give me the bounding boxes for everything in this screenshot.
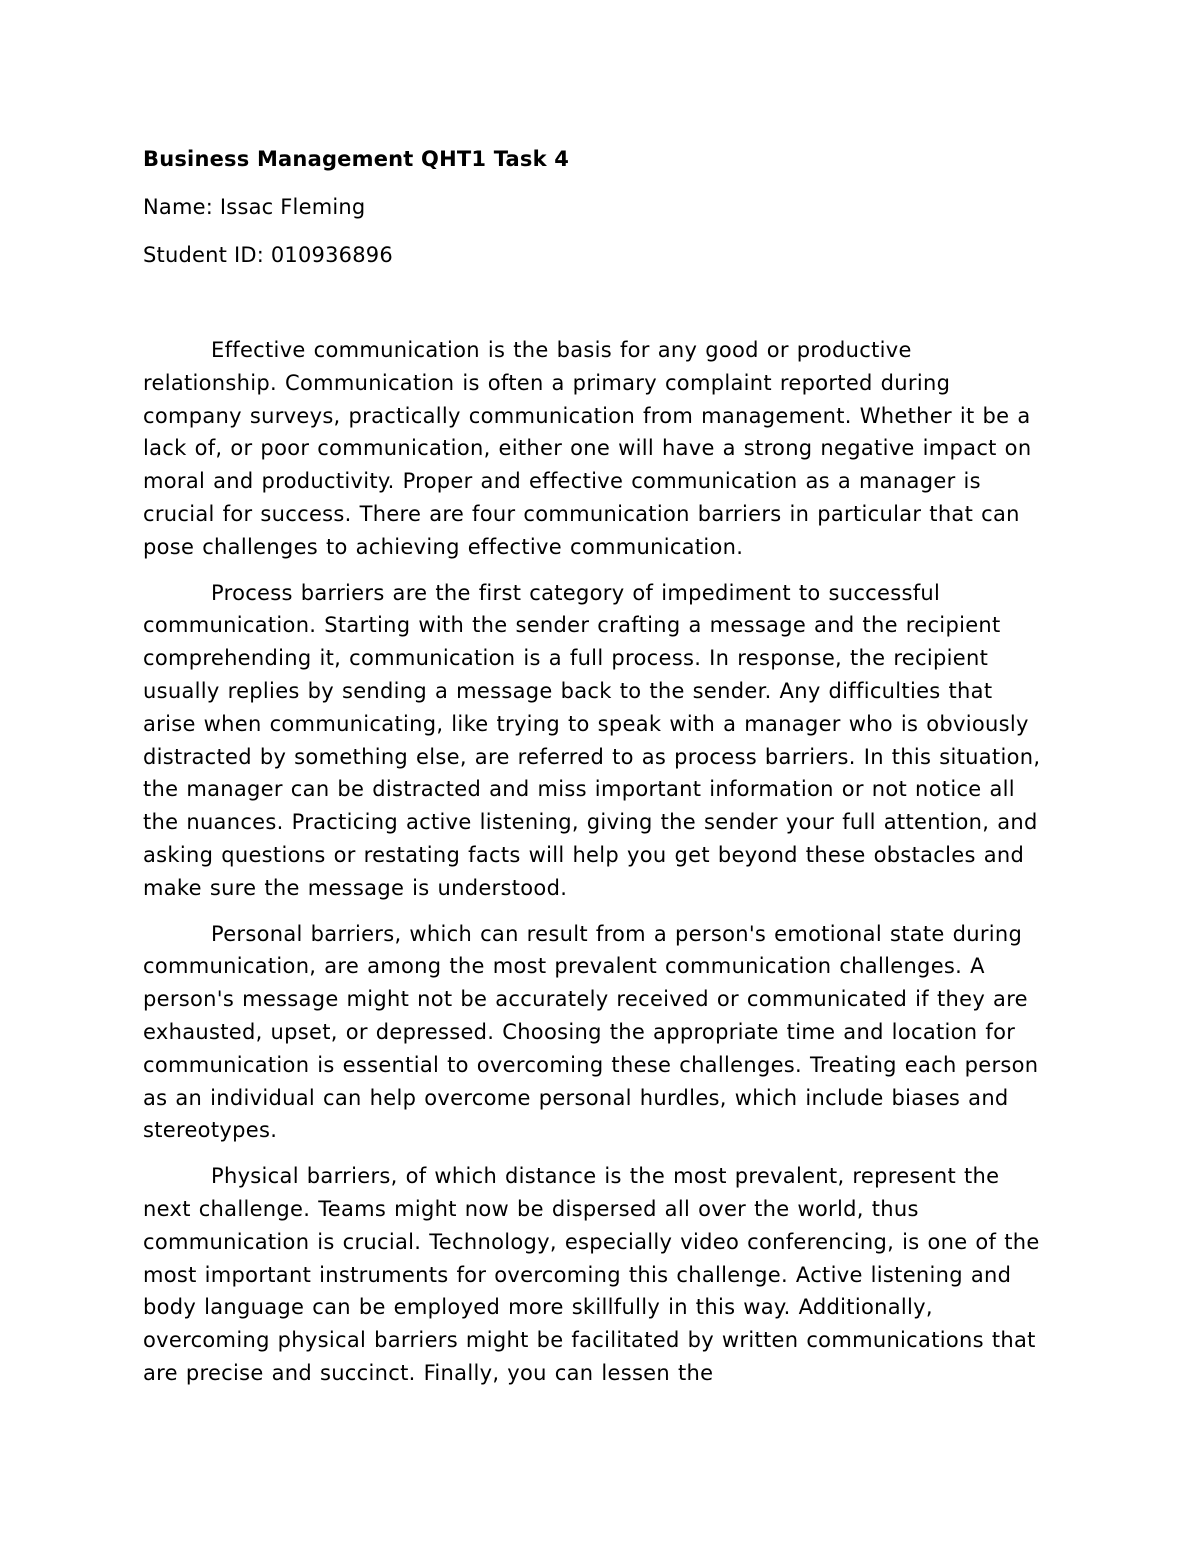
paragraph-process-barriers: Process barriers are the first category of impediment to successful communication. Starting with the sender crafting a message and the recipient comprehending it, communication is a full process. In response, the recipient usually replies by sending a message back to the sender. Any difficulties that arise when communicating, like trying to speak with a manager who is obviously distracted by something else, are referred to as process barriers. In this situation, the manager can be distracted and miss important information or not notice all the nuances. Practicing active listening, giving the sender your full attention, and asking questions or restating facts will help you get beyond these obstacles and make sure the message is understood.: [143, 580, 1041, 900]
document-header: [143, 143, 1043, 271]
document-title: Business Management QHT1 Task 4: [143, 147, 570, 171]
author-name-line: Name: Issac Fleming: [143, 195, 366, 219]
paragraph-intro: Effective communication is the basis for any good or productive relationship. Communication is often a primary complaint reported during company surveys, practically communication from management. Whether it be a lack of, or poor communication, either one will have a strong negative impact on moral and productivity. Proper and effective communication as a manager is crucial for success. There are four communication barriers in particular that can pose challenges to achieving effective communication.: [143, 338, 1032, 559]
student-id-line: Student ID: 010936896: [143, 243, 393, 267]
header-body-spacer: [143, 287, 1043, 334]
paragraph-physical-barriers: Physical barriers, of which distance is the most prevalent, represent the next challenge. Teams might now be dispersed all over the world, thus communication is crucial. Technology, especially video conferencing, is one of the most important instruments for overcoming this challenge. Active listening and body language can be employed more skillfully in this way. Additionally, overcoming physical barriers might be facilitated by written communications that are precise and succinct. Finally, you can lessen the: [143, 1164, 1040, 1385]
document-body: [143, 334, 1043, 1390]
paragraph-personal-barriers: Personal barriers, which can result from a person's emotional state during communication, are among the most prevalent communication challenges. A person's message might not be accurately received or communicated if they are exhausted, upset, or depressed. Choosing the appropriate time and location for communication is essential to overcoming these challenges. Treating each person as an individual can help overcome personal hurdles, which include biases and stereotypes.: [143, 921, 1039, 1143]
